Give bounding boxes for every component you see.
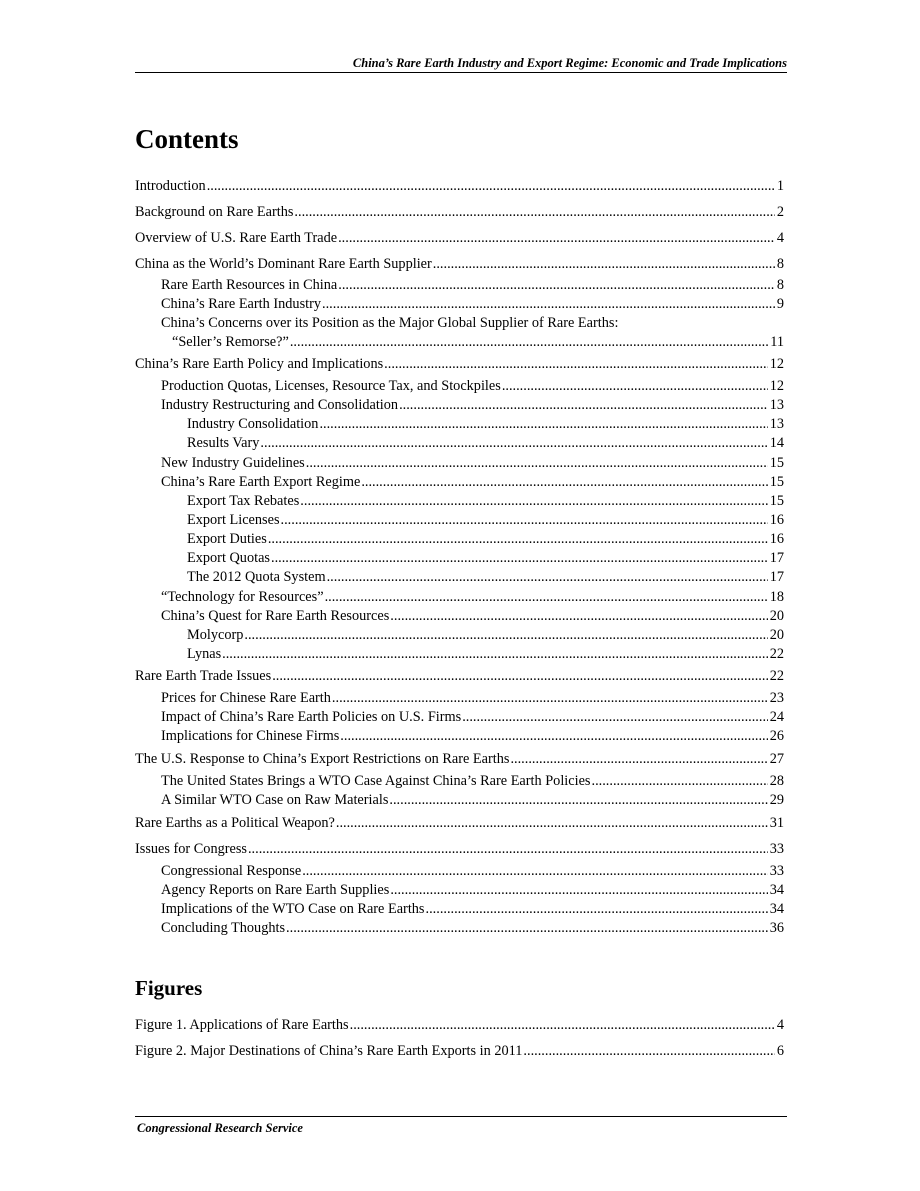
figure-page: 6 — [776, 1043, 784, 1059]
toc-page: 34 — [769, 901, 784, 917]
toc-label: Industry Restructuring and Consolidation — [161, 397, 399, 413]
toc-label: Overview of U.S. Rare Earth Trade — [135, 230, 338, 246]
toc-page: 12 — [769, 356, 784, 372]
toc-page: 27 — [769, 751, 784, 767]
toc-page: 22 — [769, 646, 784, 662]
toc-label: Molycorp — [187, 627, 244, 643]
toc-page: 15 — [769, 455, 784, 471]
toc-label: A Similar WTO Case on Raw Materials — [161, 792, 389, 808]
toc-page: 17 — [769, 569, 784, 585]
toc-leader — [390, 881, 767, 900]
toc-page: 17 — [769, 550, 784, 566]
toc-label: Export Quotas — [187, 550, 270, 566]
figure-label: Figure 1. Applications of Rare Earths — [135, 1017, 349, 1033]
toc-entry-background[interactable] — [135, 203, 784, 222]
toc-entry-issues-for-congress[interactable] — [135, 840, 784, 859]
toc-entry-restructuring[interactable] — [161, 396, 784, 415]
toc-leader — [462, 708, 768, 727]
toc-entry-export-duties[interactable] — [187, 530, 784, 549]
toc-page: 24 — [769, 709, 784, 725]
toc-page: 15 — [769, 493, 784, 509]
toc-leader — [523, 1042, 774, 1061]
toc-entry-overview[interactable] — [135, 229, 784, 248]
toc-entry-production-quotas[interactable] — [161, 377, 784, 396]
toc-label: Concluding Thoughts — [161, 920, 286, 936]
toc-page: 1 — [776, 178, 784, 194]
toc-page: 16 — [769, 531, 784, 547]
running-footer: Congressional Research Service — [137, 1121, 303, 1135]
toc-entry-concerns-line1[interactable]: China’s Concerns over its Position as the Major Global Supplier of Rare Earths: — [161, 315, 619, 331]
toc-entry-chinese-firms[interactable] — [161, 727, 784, 746]
toc-page: 14 — [769, 435, 784, 451]
toc-entry-export-tax-rebates[interactable] — [187, 492, 784, 511]
toc-label: Implications of the WTO Case on Rare Earths — [161, 901, 425, 917]
toc-label: Industry Consolidation — [187, 416, 319, 432]
toc-page: 2 — [776, 204, 784, 220]
toc-leader — [319, 415, 767, 434]
toc-leader — [325, 588, 768, 607]
toc-leader — [592, 772, 768, 791]
toc-label: China’s Rare Earth Industry — [161, 296, 322, 312]
toc-entry-results-vary[interactable] — [187, 434, 784, 453]
toc-label: Implications for Chinese Firms — [161, 728, 340, 744]
toc-label: Rare Earths as a Political Weapon? — [135, 815, 335, 831]
toc-leader — [322, 295, 775, 314]
toc-leader — [271, 549, 768, 568]
toc-label: Rare Earth Resources in China — [161, 277, 338, 293]
toc-leader — [300, 492, 767, 511]
toc-label: The U.S. Response to China’s Export Restrictions on Rare Earths — [135, 751, 510, 767]
toc-leader — [338, 276, 775, 295]
figure-page: 4 — [776, 1017, 784, 1033]
toc-label: Impact of China’s Rare Earth Policies on U.S. Firms — [161, 709, 462, 725]
toc-entry-quest-for-resources[interactable] — [161, 607, 784, 626]
toc-leader — [222, 645, 768, 664]
toc-page: 15 — [769, 474, 784, 490]
toc-entry-rare-earth-industry[interactable] — [161, 295, 784, 314]
toc-entry-wto-case[interactable] — [161, 772, 784, 791]
figures-heading: Figures — [135, 976, 203, 1000]
toc-label: Rare Earth Trade Issues — [135, 668, 272, 684]
toc-leader — [426, 900, 768, 919]
toc-entry-concluding-thoughts[interactable] — [161, 919, 784, 938]
toc-label: Prices for Chinese Rare Earth — [161, 690, 331, 706]
toc-entry-wto-implications[interactable] — [161, 900, 784, 919]
toc-label: China as the World’s Dominant Rare Earth Supplier — [135, 256, 432, 272]
toc-label: The United States Brings a WTO Case Against China’s Rare Earth Policies — [161, 773, 591, 789]
toc-leader — [302, 862, 768, 881]
contents-heading: Contents — [135, 124, 239, 154]
toc-entry-export-quotas[interactable] — [187, 549, 784, 568]
figure-entry-1[interactable] — [135, 1016, 784, 1035]
figure-entry-2[interactable] — [135, 1042, 784, 1061]
toc-entry-policy-implications[interactable] — [135, 355, 784, 374]
toc-label: New Industry Guidelines — [161, 455, 305, 471]
toc-leader — [327, 568, 768, 587]
toc-leader — [399, 396, 768, 415]
toc-leader — [294, 203, 774, 222]
toc-leader — [336, 814, 768, 833]
figure-label: Figure 2. Major Destinations of China’s Rare Earth Exports in 2011 — [135, 1043, 523, 1059]
toc-page: 36 — [769, 920, 784, 936]
toc-page: 34 — [769, 882, 784, 898]
toc-page: 8 — [776, 256, 784, 272]
toc-leader — [384, 355, 768, 374]
toc-label: China’s Rare Earth Policy and Implications — [135, 356, 384, 372]
toc-label: China’s Rare Earth Export Regime — [161, 474, 361, 490]
toc-leader — [390, 607, 767, 626]
toc-leader — [338, 229, 775, 248]
toc-page: 11 — [770, 334, 784, 350]
toc-page: 20 — [769, 627, 784, 643]
toc-leader — [389, 791, 767, 810]
toc-label: Export Duties — [187, 531, 267, 547]
toc-page: 16 — [769, 512, 784, 528]
toc-leader — [340, 727, 767, 746]
running-header: China’s Rare Earth Industry and Export Regime: Economic and Trade Implications — [352, 56, 787, 70]
toc-label: Export Tax Rebates — [187, 493, 300, 509]
toc-entry-congressional-response[interactable] — [161, 862, 784, 881]
toc-entry-molycorp[interactable] — [187, 626, 784, 645]
toc-label: Congressional Response — [161, 863, 302, 879]
toc-page: 22 — [769, 668, 784, 684]
toc-entry-industry-consolidation[interactable] — [187, 415, 784, 434]
toc-label: Background on Rare Earths — [135, 204, 294, 220]
toc-label: Agency Reports on Rare Earth Supplies — [161, 882, 390, 898]
toc-entry-prices[interactable] — [161, 689, 784, 708]
toc-page: 4 — [776, 230, 784, 246]
toc-leader — [306, 454, 768, 473]
toc-entry-industry-guidelines[interactable] — [161, 454, 784, 473]
toc-page: 8 — [776, 277, 784, 293]
toc-entry-us-response[interactable] — [135, 750, 784, 769]
toc-entry-introduction[interactable] — [135, 177, 784, 196]
toc-entry-lynas[interactable] — [187, 645, 784, 664]
toc-page: 28 — [769, 773, 784, 789]
toc-leader — [281, 511, 768, 530]
toc-page: 9 — [776, 296, 784, 312]
toc-page: 33 — [769, 841, 784, 857]
toc-leader — [510, 750, 767, 769]
toc-entry-political-weapon[interactable] — [135, 814, 784, 833]
toc-leader — [248, 840, 768, 859]
toc-leader — [286, 919, 768, 938]
toc-entry-resources-in-china[interactable] — [161, 276, 784, 295]
toc-leader — [260, 434, 767, 453]
toc-page: 18 — [769, 589, 784, 605]
toc-page: 20 — [769, 608, 784, 624]
toc-label: Lynas — [187, 646, 222, 662]
toc-label: Introduction — [135, 178, 206, 194]
toc-label: Issues for Congress — [135, 841, 247, 857]
toc-page: 29 — [769, 792, 784, 808]
toc-page: 13 — [769, 416, 784, 432]
toc-page: 13 — [769, 397, 784, 413]
toc-label: The 2012 Quota System — [187, 569, 326, 585]
toc-leader — [290, 333, 768, 352]
toc-entry-impact-us-firms[interactable] — [161, 708, 784, 727]
toc-leader — [207, 177, 775, 196]
toc-entry-raw-materials[interactable] — [161, 791, 784, 810]
toc-entry-export-licenses[interactable] — [187, 511, 784, 530]
toc-leader — [272, 667, 768, 686]
toc-leader — [350, 1016, 775, 1035]
toc-label: “Seller’s Remorse?” — [172, 334, 289, 350]
toc-leader — [332, 689, 768, 708]
footer-rule — [135, 1116, 787, 1117]
toc-entry-export-regime[interactable] — [161, 473, 784, 492]
toc-leader — [502, 377, 768, 396]
toc-label: Results Vary — [187, 435, 260, 451]
toc-leader — [268, 530, 768, 549]
toc-entry-sellers-remorse[interactable] — [172, 333, 784, 352]
toc-leader — [244, 626, 767, 645]
toc-entry-technology-for-resources[interactable] — [161, 588, 784, 607]
toc-entry-agency-reports[interactable] — [161, 881, 784, 900]
header-rule — [135, 72, 787, 73]
toc-leader — [361, 473, 767, 492]
toc-label: Export Licenses — [187, 512, 280, 528]
toc-page: 33 — [769, 863, 784, 879]
toc-entry-2012-quota-system[interactable] — [187, 568, 784, 587]
toc-page: 31 — [769, 815, 784, 831]
toc-label: China’s Quest for Rare Earth Resources — [161, 608, 390, 624]
toc-entry-dominant-supplier[interactable] — [135, 255, 784, 274]
toc-label: Production Quotas, Licenses, Resource Tax, and Stockpiles — [161, 378, 501, 394]
toc-page: 26 — [769, 728, 784, 744]
toc-entry-trade-issues[interactable] — [135, 667, 784, 686]
toc-label: “Technology for Resources” — [161, 589, 324, 605]
toc-page: 23 — [769, 690, 784, 706]
toc-page: 12 — [769, 378, 784, 394]
toc-leader — [433, 255, 775, 274]
